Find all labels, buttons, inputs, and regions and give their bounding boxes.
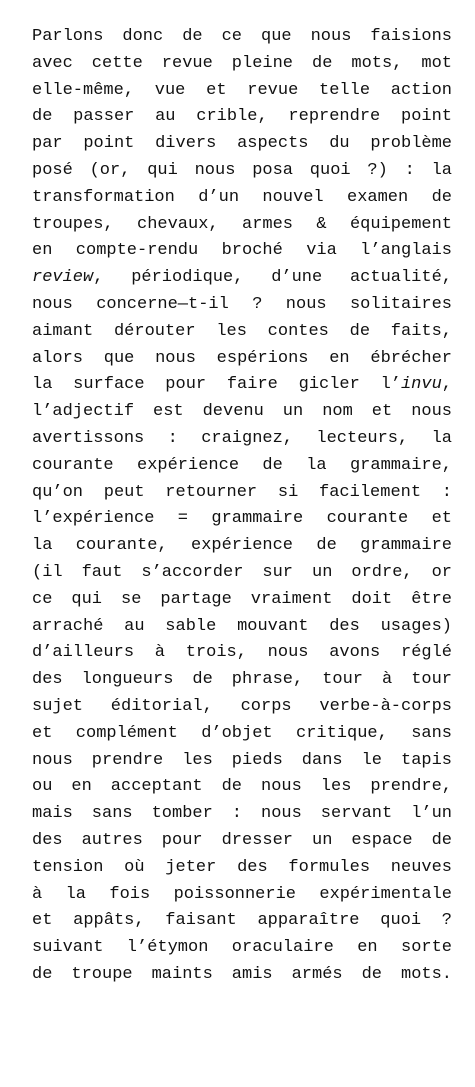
text-line: avec cette revue pleine de mots, mot — [32, 53, 452, 73]
text-line: en compte-rendu broché via l’anglais — [32, 241, 452, 261]
text-line: ou en acceptant de nous les prendre, — [32, 777, 452, 797]
text-line: qu’on peut retourner si facilement : — [32, 482, 452, 502]
text-line: arraché au sable mouvant des usages) — [32, 616, 452, 636]
text-line: sujet éditorial, corps verbe-à-corps — [32, 696, 452, 716]
italic-word: invu — [400, 375, 442, 395]
text-line: par point divers aspects du problème — [32, 134, 452, 154]
text-line: suivant l’étymon oraculaire en sorte — [32, 938, 452, 958]
text-line: courante expérience de la grammaire, — [32, 455, 452, 475]
text-line: à la fois poissonnerie expérimentale — [32, 884, 452, 904]
text-line: Parlons donc de ce que nous faisions — [32, 27, 452, 46]
text-line: avertissons : craignez, lecteurs, la — [32, 428, 452, 448]
text-line: tension où jeter des formules neuves — [32, 857, 452, 877]
text-line: nous prendre les pieds dans le tapis — [32, 750, 452, 770]
text-line: troupes, chevaux, armes & équipement — [32, 214, 452, 234]
text-segment: la surface pour faire gicler l’ — [32, 375, 401, 395]
text-line: aimant dérouter les contes de faits, — [32, 321, 452, 341]
text-line: des longueurs de phrase, tour à tour — [32, 670, 452, 690]
italic-word: review — [32, 268, 94, 288]
text-line: mais sans tomber : nous servant l’un — [32, 804, 452, 824]
text-line: transformation d’un nouvel examen de — [32, 187, 452, 207]
text-line: de troupe maints amis armés de mots. — [32, 964, 452, 984]
text-line: et complément d’objet critique, sans — [32, 723, 452, 743]
body-paragraph — [32, 24, 452, 989]
text-line: (il faut s’accorder sur un ordre, or — [32, 562, 452, 582]
text-line: nous concerne—t-il ? nous solitaires — [32, 294, 452, 314]
text-line: elle-même, vue et revue telle action — [32, 80, 452, 100]
text-line: l’adjectif est devenu un nom et nous — [32, 402, 452, 422]
text-line — [32, 265, 452, 292]
text-line: d’ailleurs à trois, nous avons réglé — [32, 643, 452, 663]
text-line: et appâts, faisant apparaître quoi ? — [32, 911, 452, 931]
text-line — [32, 372, 452, 399]
text-line: la courante, expérience de grammaire — [32, 536, 452, 556]
text-segment: , périodique, d’une actualité, — [93, 268, 452, 288]
text-line: ce qui se partage vraiment doit être — [32, 589, 452, 609]
text-line: posé (or, qui nous posa quoi ?) : la — [32, 160, 452, 180]
text-line: de passer au crible, reprendre point — [32, 107, 452, 127]
text-segment: , — [441, 375, 452, 395]
text-line: l’expérience = grammaire courante et — [32, 509, 452, 529]
text-line: des autres pour dresser un espace de — [32, 830, 452, 850]
text-line: alors que nous espérions en ébrécher — [32, 348, 452, 368]
